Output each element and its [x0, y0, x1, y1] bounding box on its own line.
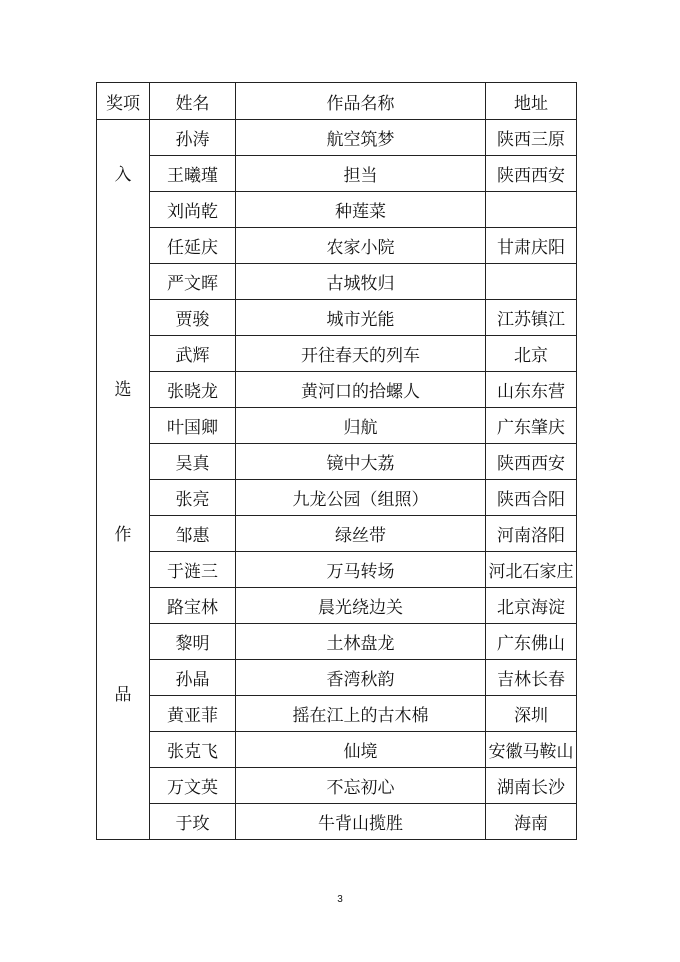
cell-name: 王曦瑾	[150, 156, 236, 192]
cell-work-title: 土林盘龙	[236, 624, 486, 660]
cell-address	[486, 192, 577, 228]
table-row	[97, 696, 577, 732]
table-row	[97, 516, 577, 552]
cell-name: 黄亚菲	[150, 696, 236, 732]
cell-address: 山东东营	[486, 372, 577, 408]
award-category-char: 选	[114, 380, 132, 400]
table-row	[97, 444, 577, 480]
cell-work-title: 摇在江上的古木棉	[236, 696, 486, 732]
cell-name: 于涟三	[150, 552, 236, 588]
cell-name: 张晓龙	[150, 372, 236, 408]
cell-work-title: 归航	[236, 408, 486, 444]
cell-address: 甘肃庆阳	[486, 228, 577, 264]
table-row	[97, 408, 577, 444]
cell-work-title: 古城牧归	[236, 264, 486, 300]
cell-address: 江苏镇江	[486, 300, 577, 336]
table-row	[97, 156, 577, 192]
cell-address: 陕西西安	[486, 156, 577, 192]
cell-name: 路宝林	[150, 588, 236, 624]
table-row	[97, 228, 577, 264]
table-body	[97, 120, 577, 840]
cell-name: 张亮	[150, 480, 236, 516]
table-row	[97, 552, 577, 588]
cell-address: 北京	[486, 336, 577, 372]
cell-work-title: 镜中大荔	[236, 444, 486, 480]
table-row	[97, 372, 577, 408]
cell-name: 严文晖	[150, 264, 236, 300]
cell-address: 广东肇庆	[486, 408, 577, 444]
cell-work-title: 九龙公园（组照）	[236, 480, 486, 516]
cell-name: 万文英	[150, 768, 236, 804]
table-row	[97, 588, 577, 624]
cell-name: 刘尚乾	[150, 192, 236, 228]
cell-name: 于玫	[150, 804, 236, 840]
header-row	[97, 83, 577, 120]
cell-work-title: 开往春天的列车	[236, 336, 486, 372]
cell-work-title: 香湾秋韵	[236, 660, 486, 696]
cell-work-title: 黄河口的拾螺人	[236, 372, 486, 408]
table-row	[97, 192, 577, 228]
cell-name: 武辉	[150, 336, 236, 372]
table-row	[97, 732, 577, 768]
cell-work-title: 仙境	[236, 732, 486, 768]
table-row	[97, 768, 577, 804]
awards-table	[96, 82, 577, 840]
page-number: 3	[337, 894, 343, 905]
cell-work-title: 不忘初心	[236, 768, 486, 804]
cell-work-title: 种莲菜	[236, 192, 486, 228]
cell-name: 任延庆	[150, 228, 236, 264]
cell-address: 广东佛山	[486, 624, 577, 660]
award-category-char: 作	[114, 525, 132, 545]
header-award: 奖项	[97, 83, 150, 120]
cell-address: 北京海淀	[486, 588, 577, 624]
table-row	[97, 264, 577, 300]
cell-address: 湖南长沙	[486, 768, 577, 804]
cell-name: 吴真	[150, 444, 236, 480]
cell-address	[486, 264, 577, 300]
cell-work-title: 城市光能	[236, 300, 486, 336]
cell-name: 孙晶	[150, 660, 236, 696]
table-row	[97, 336, 577, 372]
header-address: 地址	[486, 83, 577, 120]
cell-name: 孙涛	[150, 120, 236, 156]
table-row	[97, 480, 577, 516]
header-name: 姓名	[150, 83, 236, 120]
cell-work-title: 万马转场	[236, 552, 486, 588]
cell-name: 贾骏	[150, 300, 236, 336]
table-row	[97, 624, 577, 660]
award-category-cell	[97, 120, 150, 840]
cell-work-title: 农家小院	[236, 228, 486, 264]
cell-work-title: 航空筑梦	[236, 120, 486, 156]
cell-address: 陕西三原	[486, 120, 577, 156]
cell-address: 河北石家庄	[486, 552, 577, 588]
cell-name: 张克飞	[150, 732, 236, 768]
cell-name: 叶国卿	[150, 408, 236, 444]
cell-address: 河南洛阳	[486, 516, 577, 552]
cell-address: 吉林长春	[486, 660, 577, 696]
cell-work-title: 绿丝带	[236, 516, 486, 552]
cell-name: 黎明	[150, 624, 236, 660]
cell-work-title: 牛背山揽胜	[236, 804, 486, 840]
table-row	[97, 300, 577, 336]
header-work-title: 作品名称	[236, 83, 486, 120]
award-category-char: 入	[114, 165, 132, 185]
table-row	[97, 804, 577, 840]
cell-address: 海南	[486, 804, 577, 840]
cell-address: 陕西合阳	[486, 480, 577, 516]
cell-work-title: 担当	[236, 156, 486, 192]
cell-address: 深圳	[486, 696, 577, 732]
award-category-char: 品	[114, 685, 132, 705]
table-row	[97, 660, 577, 696]
cell-address: 陕西西安	[486, 444, 577, 480]
cell-work-title: 晨光绕边关	[236, 588, 486, 624]
cell-name: 邹惠	[150, 516, 236, 552]
cell-address: 安徽马鞍山	[486, 732, 577, 768]
table-row	[97, 120, 577, 156]
